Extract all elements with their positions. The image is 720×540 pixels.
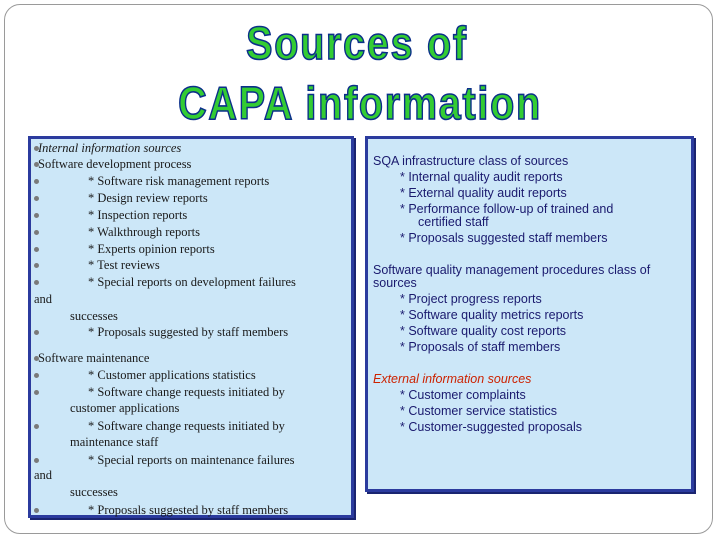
slide-title-line-1: Sources of xyxy=(246,17,468,69)
wrap-text: and xyxy=(34,468,53,482)
list-item: * Special reports on development failures xyxy=(88,275,296,289)
list-item: * Software risk management reports xyxy=(88,174,270,188)
bullet-icon xyxy=(34,390,39,395)
wrap-text: successes xyxy=(70,485,118,499)
list-item: * Internal quality audit reports xyxy=(400,170,563,184)
sqm-heading-continuation: sources xyxy=(373,276,417,290)
bullet-icon xyxy=(34,280,39,285)
bullet-icon xyxy=(34,247,39,252)
bullet-icon xyxy=(34,508,39,513)
list-item: * Proposals suggested by staff members xyxy=(88,325,289,339)
list-item-continuation: maintenance staff xyxy=(70,435,159,449)
list-item: * Customer service statistics xyxy=(400,404,557,418)
internal-heading: Internal information sources xyxy=(38,141,182,155)
bullet-icon xyxy=(34,196,39,201)
dev-heading: Software development process xyxy=(38,157,192,171)
list-item: * Software quality cost reports xyxy=(400,324,567,338)
bullet-icon xyxy=(34,373,39,378)
list-item: * External quality audit reports xyxy=(400,186,567,200)
bullet-icon xyxy=(34,458,39,463)
bullet-icon xyxy=(34,230,39,235)
list-item: * Design review reports xyxy=(88,191,208,205)
list-item: * Test reviews xyxy=(88,258,160,272)
slide-title-line-2: CAPA information xyxy=(178,77,542,129)
list-item: * Experts opinion reports xyxy=(88,242,215,256)
list-item-continuation: customer applications xyxy=(70,401,180,415)
wrap-text: successes xyxy=(70,309,118,323)
list-item-continuation: certified staff xyxy=(418,215,489,229)
list-item: * Project progress reports xyxy=(400,292,542,306)
bullet-icon xyxy=(34,179,39,184)
list-item: * Software change requests initiated by xyxy=(88,385,285,399)
list-item: * Inspection reports xyxy=(88,208,188,222)
bullet-icon xyxy=(34,213,39,218)
list-item: * Customer applications statistics xyxy=(88,368,256,382)
list-item: * Walkthrough reports xyxy=(88,225,200,239)
maint-heading: Software maintenance xyxy=(38,351,150,365)
wrap-text: and xyxy=(34,292,53,306)
bullet-icon xyxy=(34,263,39,268)
list-item: * Software quality metrics reports xyxy=(400,308,584,322)
external-heading: External information sources xyxy=(373,372,532,386)
list-item: * Proposals suggested by staff members xyxy=(88,503,289,517)
list-item: * Proposals of staff members xyxy=(400,340,561,354)
list-item: * Customer-suggested proposals xyxy=(400,420,583,434)
list-item: * Proposals suggested staff members xyxy=(400,231,608,245)
list-item: * Software change requests initiated by xyxy=(88,419,285,433)
sqa-heading: SQA infrastructure class of sources xyxy=(373,154,569,168)
bullet-icon xyxy=(34,330,39,335)
sqm-heading: Software quality management procedures class of xyxy=(373,263,651,277)
list-item: * Special reports on maintenance failures xyxy=(88,453,295,467)
bullet-icon xyxy=(34,424,39,429)
list-item: * Customer complaints xyxy=(400,388,526,402)
list-item: * Performance follow-up of trained and xyxy=(400,202,614,216)
